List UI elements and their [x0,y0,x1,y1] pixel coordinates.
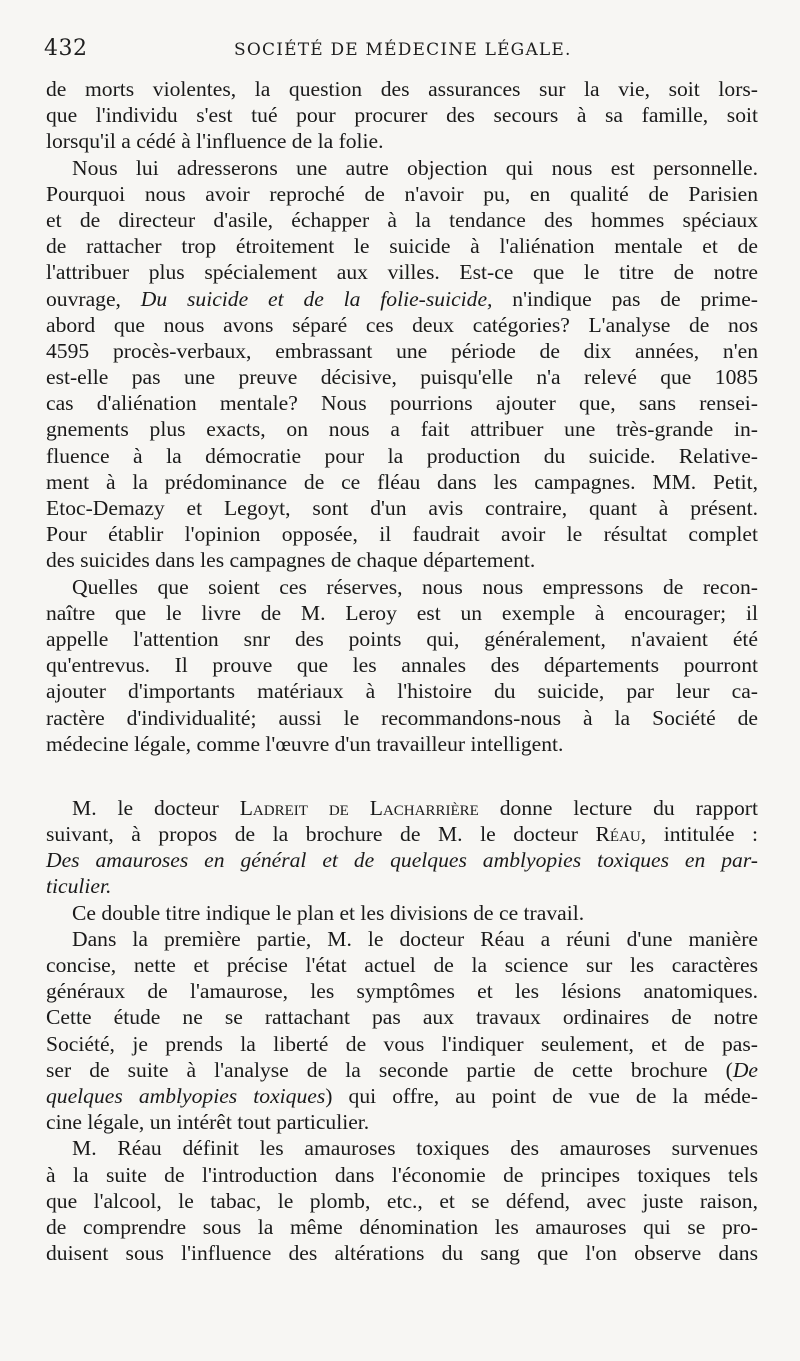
text-line: abord que nous avons séparé ces deux catégories? L'analyse de nos [46,312,758,337]
text-line: concise, nette et précise l'état actuel de la science sur les caractères [46,953,758,977]
running-head [44,30,760,70]
text-line: cas d'aliénation mentale? Nous pourrions ajouter que, sans rensei- [46,391,758,416]
text-line: médecine légale, comme l'œuvre d'un travailleur intelligent. [46,731,564,756]
section-title: De [732,1057,758,1082]
text-fragment: intitulée : [663,822,758,847]
text-line: de comprendre sous la même dénomination les amauroses qui se pro- [46,1214,758,1239]
brochure-title-line [46,873,758,899]
text-line: ment à la prédominance de ce fléau dans les campagnes. MM. Petit, [46,469,758,494]
text-line: fluence à la démocratie pour la production du suicide. Relative- [46,443,758,468]
text-line: ajouter d'importants matériaux à l'histoire du suicide, par leur ca- [46,679,758,704]
running-head-title: SOCIÉTÉ DE MÉDECINE LÉGALE. [234,40,572,60]
text-line: l'attribuer plus spécialement aux villes. Est-ce que le titre de notre [46,260,758,285]
brochure-title-line [46,847,758,873]
text-line: cine légale, un intérêt tout particulier. [46,1110,370,1135]
text-line: et de directeur d'asile, échapper à la tendance des hommes spéciaux [46,207,758,232]
text-line: Société, je prends la liberté de vous l'indiquer seulement, et de pas- [46,1031,758,1056]
brochure-title: ticulier. [46,874,112,899]
text-fragment: ser de suite à l'analyse de la seconde partie de cette brochure ( [46,1057,733,1082]
body-text [46,76,758,1266]
text-fragment: ouvrage, [46,286,121,311]
brochure-title: Des amauroses en général et de quelques amblyopies toxiques en par- [46,848,758,873]
text-line: Pourquoi nous avoir reproché de n'avoir pu, en qualité de Parisien [46,181,758,206]
text-line: lorsqu'il a cédé à l'influence de la folie. [46,129,384,154]
text-line: Ce double titre indique le plan et les divisions de ce travail. [72,900,585,925]
text-line: naître que le livre de M. Leroy est un exemple à encourager; il [46,600,758,625]
section-title: quelques amblyopies toxiques [46,1083,326,1108]
text-line: à la suite de l'introduction dans l'économie de principes toxiques tels [46,1162,758,1187]
text-line-with-title [46,1083,758,1109]
text-line: 4595 procès-verbaux, embrassant une période de dix années, n'en [46,338,758,363]
rapport-intro-line [46,795,758,821]
rapport-intro-line [46,821,758,847]
text-line: qu'entrevus. Il prouve que les annales des départements pourront [46,653,758,678]
text-line: des suicides dans les campagnes de chaque département. [46,548,536,573]
text-line: généraux de l'amaurose, les symptômes et les lésions anatomiques. [46,979,758,1004]
text-line: ractère d'individualité; aussi le recommandons-nous à la Société de [46,705,758,730]
author-name: Ladreit de Lacharrière [239,795,479,820]
text-line: appelle l'attention snr des points qui, généralement, n'avaient été [46,626,758,651]
text-line: gnements plus exacts, on nous a fait attribuer une très-grande in- [46,417,758,442]
author-name: Réau, [595,822,647,847]
text-line: Pour établir l'opinion opposée, il faudrait avoir le résultat complet [46,522,758,547]
text-line: duisent sous l'influence des altérations du sang que l'on observe dans [46,1241,758,1266]
text-line: que l'alcool, le tabac, le plomb, etc., et se défend, avec juste raison, [46,1188,758,1213]
text-line: Etoc-Demazy et Legoyt, sont d'un avis contraire, quant à présent. [46,496,758,520]
text-line: Dans la première partie, M. le docteur Réau a réuni d'une manière [72,926,758,951]
section-gap [46,757,758,795]
text-fragment: M. le docteur [72,795,219,820]
text-line: de morts violentes, la question des assurances sur la vie, soit lors- [46,77,758,101]
text-fragment: ) qui offre, au point de vue de la méde- [325,1083,758,1108]
text-line: M. Réau définit les amauroses toxiques des amauroses survenues [72,1136,758,1161]
text-line-with-title [46,286,758,312]
text-line: est-elle pas une preuve décisive, puisqu'elle n'a relevé que 1085 [46,365,758,390]
book-title: Du suicide et de la folie-suicide, [140,286,493,311]
text-fragment: suivant, à propos de la brochure de M. le docteur [46,822,578,847]
text-line: Cette étude ne se rattachant pas aux travaux ordinaires de notre [46,1005,758,1030]
text-fragment: n'indique pas de prime- [512,286,758,311]
text-line: que l'individu s'est tué pour procurer des secours à sa famille, soit [46,103,758,128]
page-number: 432 [44,36,88,61]
text-fragment: donne lecture du rapport [499,795,758,820]
text-line: Quelles que soient ces réserves, nous nous empressons de recon- [72,574,758,599]
text-line-with-title [46,1057,758,1083]
text-line: de rattacher trop étroitement le suicide à l'aliénation mentale et de [46,234,758,259]
text-line: Nous lui adresserons une autre objection qui nous est personnelle. [72,155,758,180]
